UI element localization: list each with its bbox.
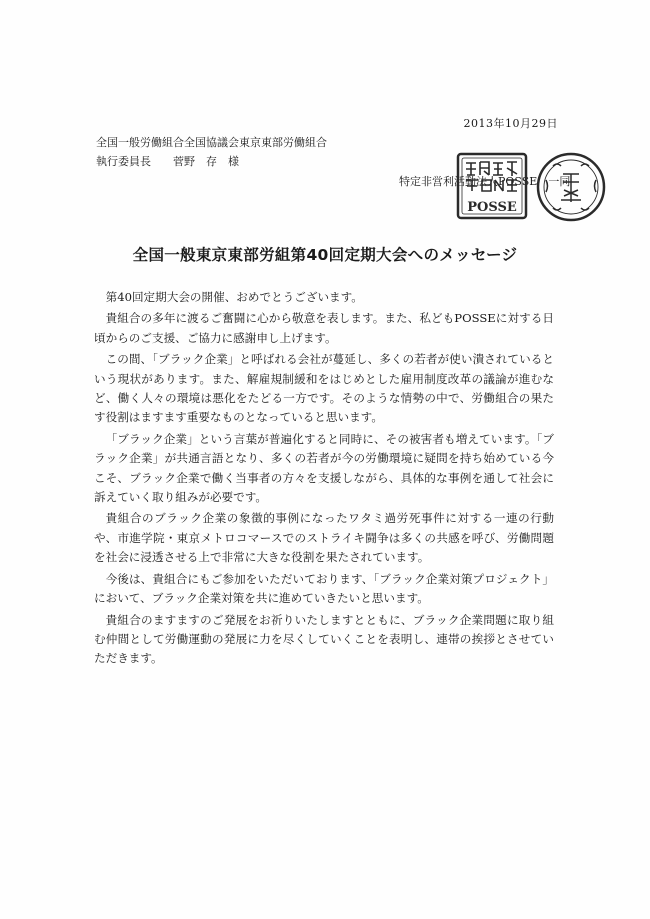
recipient-block (96, 133, 327, 171)
body-paragraph: この間、「ブラック企業」と呼ばれる会社が蔓延し、多くの若者が使い潰されているという現状があります。また、解雇規制緩和をはじめとした雇用制度改革の議論が進むなど、働く人々の環境は悪化をたどる一方です。そのような情勢の中で、労働組合の果たす役割はますます重要なものとなっていると思います。 (94, 352, 554, 425)
body-paragraph: 第40回定期大会の開催、おめでとうございます。 (105, 290, 363, 304)
letter-body (94, 288, 554, 671)
sender-name: 特定非営利活動法人POSSE 一同 (399, 175, 571, 188)
recipient-organization: 全国一般労働組合全国協議会東京東部労働組合 (96, 136, 327, 149)
body-paragraph: 貴組合のますますのご発展をお祈りいたしますとともに、ブラック企業問題に取り組む仲間として労働運動の発展に力を尽くしていくことを表明し、連帯の挨拶とさせていただきます。 (94, 612, 554, 666)
letter-title: 全国一般東京東部労組第40回定期大会へのメッセージ (132, 246, 518, 264)
body-paragraph: 今後は、貴組合にもご参加をいただいております、「ブラック企業対策プロジェクト」において、ブラック企業対策を共に進めていきたいと思います。 (94, 571, 554, 606)
recipient-name: 執行委員長 菅野 存 様 (96, 155, 239, 168)
seal-posse-text: POSSE (467, 200, 517, 215)
letter-date: 2013年10月29日 (463, 117, 558, 130)
body-paragraph: 貴組合のブラック企業の象徴的事例になったワタミ過労死事件に対する一連の行動や、市進学院・東京メトロコマースでのストライキ闘争は多くの共感を呼び、労働問題を社会に浸透させる上で非常に大きな役割を果たされています。 (94, 511, 554, 565)
body-paragraph: 貴組合の多年に渡るご奮闘に心から敬意を表します。また、私どもPOSSEに対する日頃からのご支援、ご協力に感謝申し上げます。 (94, 311, 554, 345)
round-seal-stamp (533, 150, 609, 224)
body-paragraph: 「ブラック企業」という言葉が普遍化すると同時に、その被害者も増えています。「ブラック企業」が共通言語となり、多くの若者が今の労働環境に疑問を持ち始めている今こそ、ブラック企業で働く当事者の方々を支援しながら、具体的な事例を通して社会に訴えていく取り組みが必要です。 (94, 431, 554, 505)
square-seal-stamp (455, 151, 529, 221)
